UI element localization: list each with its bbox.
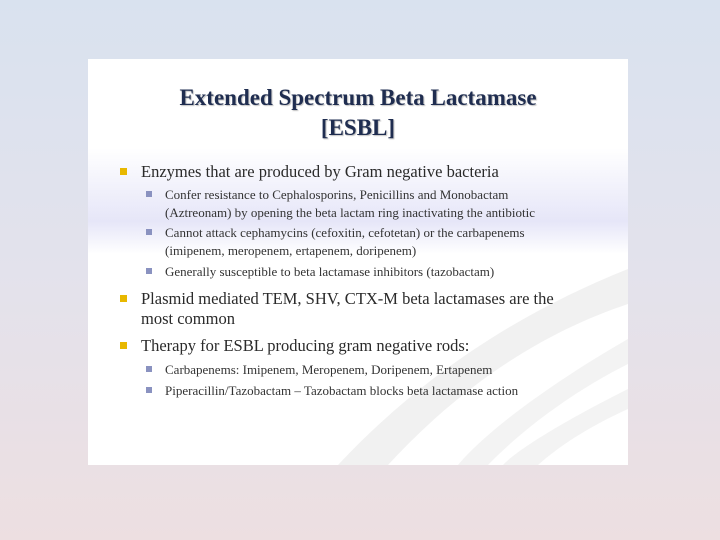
title-line-2: [ESBL] xyxy=(320,115,396,140)
sub-bullet-carbapenems xyxy=(165,361,492,379)
slide-title xyxy=(88,83,628,143)
bullet-plasmid xyxy=(141,289,554,329)
sub-bullet-inhibitors xyxy=(165,263,494,281)
bullet-line: Plasmid mediated TEM, SHV, CTX-M beta lactamases are the xyxy=(141,289,554,308)
sub-bullet-line: Piperacillin/Tazobactam – Tazobactam blocks beta lactamase action xyxy=(165,383,519,398)
bullet-text: Therapy for ESBL producing gram negative rods: xyxy=(141,336,470,355)
slide xyxy=(88,59,628,465)
sub-bullet-square-icon xyxy=(146,229,152,235)
sub-bullet-line: (imipenem, meropenem, ertapenem, doripenem) xyxy=(165,242,417,258)
sub-bullet-line: Confer resistance to Cephalosporins, Penicillins and Monobactam xyxy=(165,187,509,202)
sub-bullet-line: Cannot attack cephamycins (cefoxitin, cefotetan) or the carbapenems xyxy=(165,225,525,240)
sub-bullet-line: (Aztreonam) by opening the beta lactam ring inactivating the antibiotic xyxy=(165,204,536,220)
bullet-line: most common xyxy=(141,309,235,328)
sub-bullet-square-icon xyxy=(146,268,152,274)
sub-bullet-line: Generally susceptible to beta lactamase inhibitors (tazobactam) xyxy=(165,264,495,279)
bullet-square-icon xyxy=(120,342,127,349)
bullet-square-icon xyxy=(120,295,127,302)
bullet-text: Enzymes that are produced by Gram negative bacteria xyxy=(141,162,499,181)
bullet-square-icon xyxy=(120,168,127,175)
sub-bullet-square-icon xyxy=(146,387,152,393)
sub-bullet-resistance xyxy=(165,186,535,221)
title-line-1: Extended Spectrum Beta Lactamase xyxy=(179,85,537,110)
sub-bullet-line: Carbapenems: Imipenem, Meropenem, Doripenem, Ertapenem xyxy=(165,362,493,377)
sub-bullet-cephamycins xyxy=(165,224,525,259)
bullet-enzymes xyxy=(141,162,499,182)
sub-bullet-square-icon xyxy=(146,191,152,197)
bullet-therapy xyxy=(141,336,469,356)
sub-bullet-square-icon xyxy=(146,366,152,372)
sub-bullet-piperacillin xyxy=(165,382,518,400)
